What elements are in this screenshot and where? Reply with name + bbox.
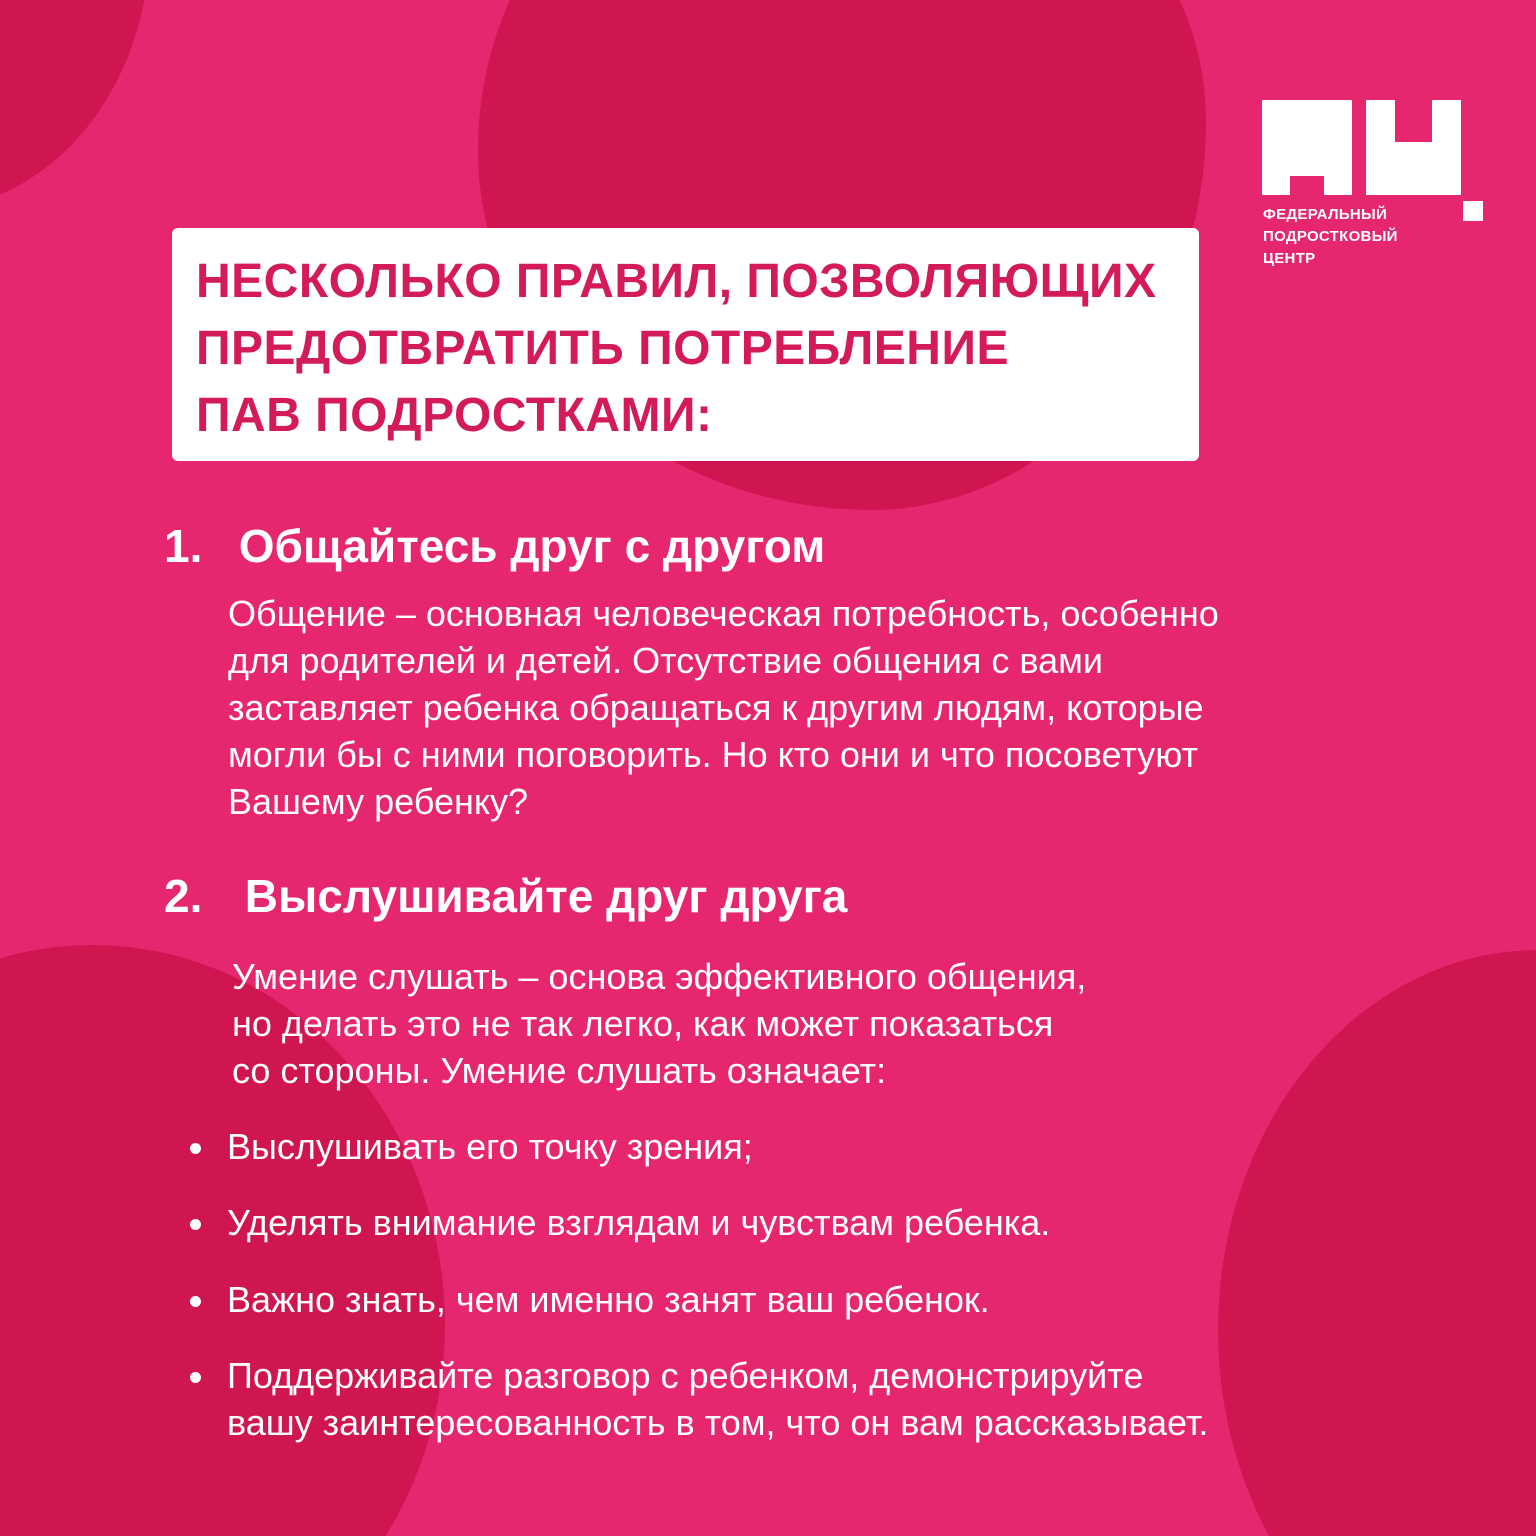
list-item-text: Важно знать, чем именно занят ваш ребенок. [227,1279,990,1320]
text-line: но делать это не так легко, как может показаться [232,1003,1054,1044]
title-box [172,228,1199,461]
rule-number: 1. [164,520,203,572]
title-line: НЕСКОЛЬКО ПРАВИЛ, ПОЗВОЛЯЮЩИХ [196,255,1157,308]
bullet-dot [190,1143,201,1154]
logo-line: ПОДРОСТКОВЫЙ [1263,228,1398,245]
rule-heading [164,518,825,574]
list-item-text: Уделять внимание взглядам и чувствам ребенка. [227,1202,1051,1243]
title-line: ПРЕДОТВРАТИТЬ ПОТРЕБЛЕНИЕ [196,322,1009,375]
text-line: со стороны. Умение слушать означает: [232,1050,887,1091]
bullet-dot [190,1296,201,1307]
background-blob-bottom-right [1218,950,1536,1536]
text-line: Общение – основная человеческая потребность, особенно [228,593,1219,634]
text-line: заставляет ребенка обращаться к другим людям, которые [228,687,1204,728]
text-line: для родителей и детей. Отсутствие общения с вами [228,640,1103,681]
title-line: ПАВ ПОДРОСТКАМИ: [196,389,713,442]
text-line: Поддерживайте разговор с ребенком, демонстрируйте [227,1355,1144,1396]
rule-description [228,590,1219,825]
rule-title: Выслушивайте друг друга [244,870,848,922]
rule-number: 2. [164,870,203,922]
list-item-text [227,1352,1208,1446]
bullet-dot [190,1219,201,1230]
text-line: Умение слушать – основа эффективного общения, [232,956,1087,997]
text-line: могли бы с ними поговорить. Но кто они и что посоветуют [228,734,1198,775]
rule-heading [164,868,847,924]
text-line: Вашему ребенку? [228,781,529,822]
rule-description [232,953,1086,1094]
logo-text [1263,204,1398,270]
logo-line: ЦЕНТР [1263,250,1316,267]
background-blob-top-left [0,0,150,210]
text-line: вашу заинтересованность в том, что он вам рассказывает. [227,1402,1209,1443]
logo [1262,100,1486,280]
logo-line: ФЕДЕРАЛЬНЫЙ [1263,206,1388,223]
list-item-text: Выслушивать его точку зрения; [227,1126,753,1167]
rule-title: Общайтесь друг с другом [238,520,826,572]
bullet-dot [190,1372,201,1383]
